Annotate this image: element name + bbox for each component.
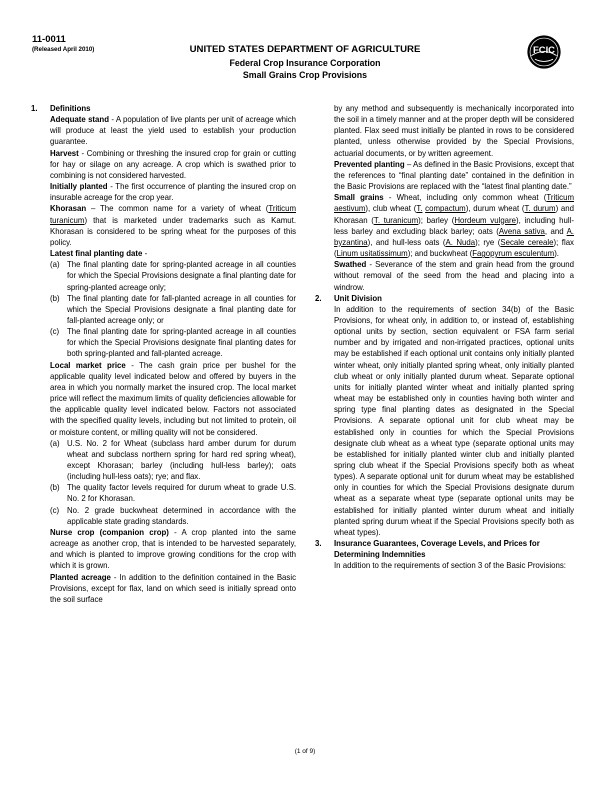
release-date: (Released April 2010)	[32, 46, 95, 53]
section-1-heading: 1. Definitions	[31, 104, 91, 113]
definition-prevented-planting: Prevented planting – As defined in the Basic Provisions, except that the references to “final planting date” contained in the definition in the Basic Provisions are replaced with the “latest final planting date.”	[334, 159, 574, 192]
definition-harvest: Harvest - Combining or threshing the insured crop for grain or cutting for hay or silage on any acreage. A crop which is swathed prior to combining is not considered harvested.	[50, 148, 296, 180]
lfpd-item-a: (a) The final planting date for spring-planted acreage in all counties for which the Special Provisions designate a final planting date for spring-planted acreage only;	[50, 260, 296, 292]
section-2-heading: 2. Unit Division	[315, 293, 382, 303]
document-number: 11-0011	[32, 34, 66, 45]
section-3-text: In addition to the requirements of section 3 of the Basic Provisions:	[334, 561, 566, 571]
definition-adequate-stand: Adequate stand - A population of live plants per unit of acreage which will produce at least the yield used to establish your production guarantee.	[50, 115, 296, 147]
lfpd-item-b: (b) The final planting date for fall-planted acreage in all counties for which the Special Provisions designate a final planting date for fall-planted acreage only; or	[50, 293, 296, 325]
lmp-item-a: (a) U.S. No. 2 for Wheat (subclass hard amber durum for durum wheat and subclass northern spring for hard red spring wheat), except Khorasan; barley (including hull-less barley); oats (including hull-less oats); rye; and flax.	[50, 438, 296, 482]
right-column	[315, 103, 574, 572]
lmp-item-c: (c) No. 2 grade buckwheat determined in accordance with the applicable state grading standards.	[50, 505, 296, 526]
definition-initially-planted: Initially planted - The first occurrence of planting the insured crop on insurable acreage for the crop year.	[50, 182, 296, 203]
definition-local-market-price: Local market price - The cash grain price per bushel for the applicable quality level indicated below and offered by buyers in the area in which you normally market the insured crop. The local market price will reflect the maximum limits of quality deficiencies allowable for the applicable quality level indicated below. Factors not associated with the specified quality levels, including but not limited to protein, oil or moisture content, or milling quality will not be considered.	[50, 360, 296, 437]
planted-acreage-continued: by any method and subsequently is mechanically incorporated into the soil in a timely manner and at the proper depth will be considered planted. Flax seed must initially be planted in rows to be considered planted, unless otherwise provided by the Special Provisions, actuarial documents, or by written agreement.	[334, 104, 574, 158]
logo-text: FCIC	[532, 44, 556, 56]
left-column	[31, 103, 296, 605]
definition-nurse-crop: Nurse crop (companion crop) - A crop planted into the same acreage as another crop, that is intended to be harvested separately, and which is planted to improve growing conditions for the crop with which it is grown.	[50, 527, 296, 571]
definition-small-grains: Small grains - Wheat, including only common wheat (Triticum aestivum), club wheat (T. compactum), durum wheat (T. durum) and Khorasan (T. turanicum); barley (Hordeum vulgare), including hull-less barley and excluding black barley; oats (Avena sativa, and A. byzantina), and hull-less oats (A. Nuda); rye (Secale cereale); flax (Linum usitatissimum); and buckwheat (Fagopyrum esculentum).	[334, 193, 575, 259]
fcic-logo	[526, 34, 562, 70]
document-title: Small Grains Crop Provisions	[242, 70, 368, 80]
section-2-text: In addition to the requirements of section 34(b) of the Basic Provisions, for wheat only, in addition to, or instead of, establishing optional units by section, section equivalent or FSA farm serial number and by irrigated and non-irrigated practices, optional units may be established if each optional unit contains only initially planted winter wheat, only initially planted spring wheat, only initially planted club wheat or only initially planted durum wheat. Separate optional units for initially planted winter wheat and initially planted spring wheat may be established only in counties having both winter and spring type final planting dates as designated in the Special Provisions. A separate optional unit for club wheat may be established only in counties for which the Special Provisions designate club wheat as a wheat type (separate optional units may be established for initially planted winter club and initially planted spring club wheat if the Special Provisions specify both as wheat types). A separate optional unit for durum wheat may be established only in counties for which the Special Provisions designate durum wheat as a separate wheat type (separate optional units may be established for initially planted winter durum wheat and initially planted spring durum wheat if the Special Provisions specify both as wheat types).	[334, 304, 574, 537]
definition-planted-acreage: Planted acreage - In addition to the definition contained in the Basic Provisions, except for flax, land on which seed is initially spread onto the soil surface	[50, 572, 296, 604]
definition-latest-final-planting-date: Latest final planting date -	[50, 249, 148, 259]
lfpd-item-c: (c) The final planting date for spring-planted acreage in all counties for which the Special Provisions designate final planting dates for both spring-planted and fall-planted acreage.	[50, 327, 296, 359]
page-number: (1 of 9)	[294, 748, 316, 755]
agency-title: UNITED STATES DEPARTMENT OF AGRICULTURE	[189, 44, 421, 55]
definition-khorasan: Khorasan – The common name for a variety of wheat (Triticum turanicum) that is marketed under trademarks such as Kamut. Khorasan is considered to be spring wheat for the purposes of this policy.	[50, 204, 296, 247]
definition-swathed: Swathed - Severance of the stem and grain head from the ground without removal of the seed from the head and placing into a windrow.	[334, 260, 574, 292]
section-3-heading: 3. Insurance Guarantees, Coverage Levels, and Prices for Determining Indemnities	[315, 539, 540, 560]
lmp-item-b: (b) The quality factor levels required for durum wheat to grade U.S. No. 2 for Khorasan.	[50, 483, 296, 504]
corporation-title: Federal Crop Insurance Corporation	[229, 58, 381, 68]
